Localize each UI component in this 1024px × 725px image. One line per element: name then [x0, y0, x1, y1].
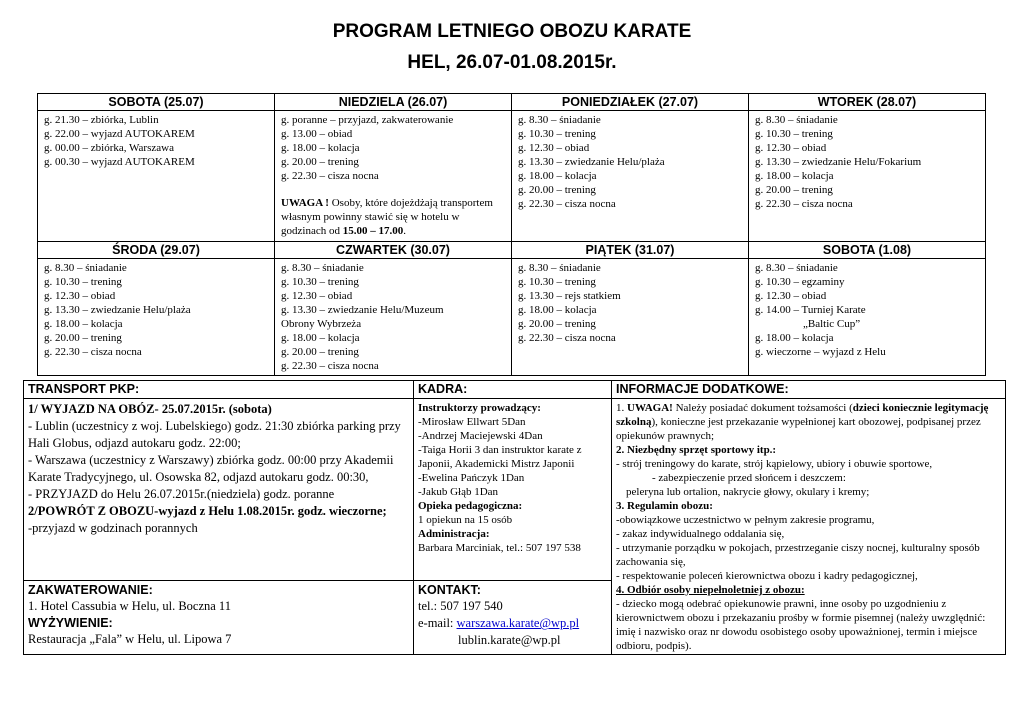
day-header: WTOREK (28.07): [749, 94, 986, 111]
pedagogy-header: Opieka pedagogiczna:: [418, 500, 523, 512]
page-title: PROGRAM LETNIEGO OBOZU KARATE: [332, 21, 692, 42]
email-link[interactable]: warszawa.karate@wp.pl: [456, 616, 580, 631]
schedule-item: g. 10.30 – egzaminy: [755, 276, 845, 288]
arrival-note: [281, 196, 507, 238]
schedule-item: g. 18.00 – kolacja: [281, 142, 360, 154]
day-header: PIĄTEK (31.07): [512, 242, 749, 259]
schedule-item: g. 22.30 – cisza nocna: [518, 198, 616, 210]
pedagogy-text: 1 opiekun na 15 osób: [418, 514, 513, 526]
schedule-item: g. 13.30 – zwiedzanie Helu/Fokarium: [755, 156, 922, 168]
info-point-2-header: 2. Niezbędny sprzęt sportowy itp.:: [616, 444, 777, 456]
note-warning: UWAGA !: [281, 197, 329, 209]
schedule-item: g. 13.30 – zwiedzanie Helu/plaża: [518, 156, 665, 168]
food-text: Restauracja „Fala” w Helu, ul. Lipowa 7: [28, 632, 232, 647]
day-header: SOBOTA (1.08): [749, 242, 986, 259]
day-header: PONIEDZIAŁEK (27.07): [512, 94, 749, 111]
contact-email-2: lublin.karate@wp.pl: [458, 633, 561, 648]
schedule-item: „Baltic Cup”: [803, 318, 861, 330]
transport-header: TRANSPORT PKP:: [24, 382, 413, 399]
day-cell-saturday-2: [749, 259, 986, 376]
schedule-item: g. 20.00 – trening: [518, 184, 596, 196]
schedule-item: g. 12.30 – obiad: [518, 142, 590, 154]
info-point-3-header: 3. Regulamin obozu:: [616, 500, 713, 512]
info-table: [23, 380, 1006, 655]
schedule-item: g. 22.30 – cisza nocna: [518, 332, 616, 344]
schedule-item: g. 22.30 – cisza nocna: [281, 360, 379, 372]
info-text: Należy posiadać dokument tożsamości (: [672, 402, 853, 414]
info-line: peleryna lub ortalion, nakrycie głowy, okulary i kremy;: [626, 486, 870, 498]
schedule-item: g. 18.00 – kolacja: [755, 332, 834, 344]
schedule-item: g. 12.30 – obiad: [755, 142, 827, 154]
food-header: WYŻYWIENIE:: [28, 616, 113, 631]
info-line: - zabezpieczenie przed słońcem i deszczem:: [652, 472, 846, 484]
info-warning: UWAGA!: [627, 402, 673, 414]
accommodation-text: 1. Hotel Cassubia w Helu, ul. Boczna 11: [28, 599, 231, 614]
day-cell-monday: [512, 111, 749, 242]
schedule-item: g. 18.00 – kolacja: [518, 170, 597, 182]
instructor: -Taiga Horii 3 dan instruktor karate z Japonii, Akademicki Mistrz Japonii: [418, 444, 582, 470]
transport-lublin: - Lublin (uczestnicy z woj. Lubelskiego) godz. 21:30 zbiórka parking przy Hali Globus, odjazd autokaru godz. 22:00;: [28, 419, 401, 450]
day-cell-thursday: [275, 259, 512, 376]
schedule-item: g. 8.30 – śniadanie: [518, 262, 601, 274]
accommodation-section: [24, 581, 414, 655]
info-line: - zakaz indywidualnego oddalania się,: [616, 528, 785, 540]
schedule-header-row-1: [38, 94, 986, 111]
transport-section: [24, 381, 414, 581]
info-line: - utrzymanie porządku w pokojach, przestrzeganie ciszy nocnej, kulturalny sposób zachowania się,: [616, 542, 980, 568]
schedule-item: g. 10.30 – trening: [755, 128, 833, 140]
transport-return: 2/POWRÓT Z OBOZU-wyjazd z Helu 1.08.2015r. godz. wieczorne;: [28, 504, 387, 518]
schedule-item: g. 20.00 – trening: [755, 184, 833, 196]
admin-text: Barbara Marciniak, tel.: 507 197 538: [418, 542, 581, 554]
info-line: - dziecko mogą odebrać opiekunowie prawni, inne osoby po uzgodnieniu z kierownictwem obozu i przekazaniu prośby w formie pisemnej (należy uwzględnić: imię i nazwisko oraz nr dowodu osobistego osoby upoważnionej, termin i miejsce odbioru, podpis).: [616, 598, 986, 652]
schedule-item: g. 13.30 – zwiedzanie Helu/Muzeum: [281, 304, 444, 316]
schedule-item: g. 8.30 – śniadanie: [44, 262, 127, 274]
info-line: -obowiązkowe uczestnictwo w pełnym zakresie programu,: [616, 514, 875, 526]
instructor: -Ewelina Pańczyk 1Dan: [418, 472, 525, 484]
email-label: e-mail:: [418, 616, 457, 631]
schedule-item: g. 8.30 – śniadanie: [755, 262, 838, 274]
instructors-header: Instruktorzy prowadzący:: [418, 402, 541, 414]
info-header: INFORMACJE DODATKOWE:: [612, 382, 1005, 399]
day-header: ŚRODA (29.07): [38, 242, 275, 259]
info-row-1: [24, 381, 1006, 581]
schedule-item: g. 8.30 – śniadanie: [755, 114, 838, 126]
schedule-item: g. 12.30 – obiad: [44, 290, 116, 302]
kadra-header: KADRA:: [414, 382, 611, 399]
schedule-row-2: [38, 259, 986, 376]
schedule-item: g. 20.00 – trening: [518, 318, 596, 330]
schedule-item: g. poranne – przyjazd, zakwaterowanie: [281, 114, 454, 126]
info-line: - respektowanie poleceń kierownictwa obozu i kadry pedagogicznej,: [616, 570, 918, 582]
schedule-item: g. 22.00 – wyjazd AUTOKAREM: [44, 128, 195, 140]
schedule-item: g. 10.30 – trening: [518, 128, 596, 140]
schedule-item: g. 13.30 – rejs statkiem: [518, 290, 621, 302]
admin-header: Administracja:: [418, 528, 490, 540]
schedule-row-1: [38, 111, 986, 242]
schedule-item: g. 20.00 – trening: [281, 156, 359, 168]
schedule-item: g. 20.00 – trening: [44, 332, 122, 344]
schedule-item: g. 14.00 – Turniej Karate: [755, 304, 866, 316]
schedule-item: g. 10.30 – trening: [44, 276, 122, 288]
schedule-item: g. 18.00 – kolacja: [44, 318, 123, 330]
instructor: -Jakub Głąb 1Dan: [418, 486, 499, 498]
schedule-item: g. 8.30 – śniadanie: [518, 114, 601, 126]
schedule-item: g. 18.00 – kolacja: [755, 170, 834, 182]
schedule-item: g. 8.30 – śniadanie: [281, 262, 364, 274]
accommodation-header: ZAKWATEROWANIE:: [28, 583, 153, 598]
info-text: ), konieczne jest przekazanie wypełnionej kart obozowej, podpisanej przez opiekunów prawnych;: [616, 416, 981, 442]
note-text: Osoby, które dojeżdżają transportem własnym powinny stawić się w hotelu w godzinach od: [281, 197, 493, 237]
schedule-table: [37, 93, 986, 376]
schedule-item: g. wieczorne – wyjazd z Helu: [755, 346, 886, 358]
schedule-header-row-2: [38, 242, 986, 259]
schedule-item: g. 10.30 – trening: [518, 276, 596, 288]
info-section: [612, 381, 1006, 655]
instructor: -Andrzej Maciejewski 4Dan: [418, 430, 543, 442]
schedule-item: g. 13.30 – zwiedzanie Helu/plaża: [44, 304, 191, 316]
day-cell-saturday: [38, 111, 275, 242]
day-cell-friday: [512, 259, 749, 376]
note-end: .: [403, 225, 406, 237]
transport-arrival: - PRZYJAZD do Helu 26.07.2015r.(niedziela) godz. poranne: [28, 487, 335, 501]
day-cell-sunday: [275, 111, 512, 242]
transport-warszawa: - Warszawa (uczestnicy z Warszawy) zbiórka godz. 00:00 przy Akademii Karate Tradycyjnego, ul. Osowska 82, odjazd autokaru godz. 00:30,: [28, 453, 394, 484]
page-subtitle: HEL, 26.07-01.08.2015r.: [407, 52, 617, 73]
schedule-item: g. 18.00 – kolacja: [518, 304, 597, 316]
contact-header: KONTAKT:: [418, 583, 481, 598]
schedule-item: g. 12.30 – obiad: [281, 290, 353, 302]
day-cell-wednesday: [38, 259, 275, 376]
day-header: SOBOTA (25.07): [38, 94, 275, 111]
day-header: CZWARTEK (30.07): [275, 242, 512, 259]
schedule-item: g. 13.00 – obiad: [281, 128, 353, 140]
contact-phone: tel.: 507 197 540: [418, 599, 503, 614]
transport-return-arrival: -przyjazd w godzinach porannych: [28, 521, 198, 535]
instructor: -Mirosław Ellwart 5Dan: [418, 416, 526, 428]
schedule-item: Obrony Wybrzeża: [281, 318, 362, 330]
schedule-item: g. 12.30 – obiad: [755, 290, 827, 302]
schedule-item: g. 00.00 – zbiórka, Warszawa: [44, 142, 174, 154]
schedule-item: g. 22.30 – cisza nocna: [44, 346, 142, 358]
transport-departure: 1/ WYJAZD NA OBÓZ- 25.07.2015r. (sobota): [28, 402, 272, 416]
info-bold: dzieci koniecznie legitymację szkolną: [616, 402, 989, 428]
schedule-item: g. 22.30 – cisza nocna: [755, 198, 853, 210]
day-cell-tuesday: [749, 111, 986, 242]
note-hours: 15.00 – 17.00: [342, 225, 404, 237]
schedule-item: g. 10.30 – trening: [281, 276, 359, 288]
schedule-item: g. 00.30 – wyjazd AUTOKAREM: [44, 156, 195, 168]
info-point-4-header: 4. Odbiór osoby niepełnoletniej z obozu:: [616, 584, 805, 596]
schedule-item: g. 20.00 – trening: [281, 346, 359, 358]
schedule-item: g. 22.30 – cisza nocna: [281, 170, 379, 182]
contact-email-line: [418, 615, 607, 632]
schedule-item: g. 21.30 – zbiórka, Lublin: [44, 114, 159, 126]
kadra-section: [414, 381, 612, 581]
info-line: - strój treningowy do karate, strój kąpielowy, ubiory i obuwie sportowe,: [616, 458, 933, 470]
info-num: 1.: [616, 402, 627, 414]
info-point-1: [616, 401, 1001, 443]
schedule-item: g. 18.00 – kolacja: [281, 332, 360, 344]
contact-section: [414, 581, 612, 655]
day-header: NIEDZIELA (26.07): [275, 94, 512, 111]
